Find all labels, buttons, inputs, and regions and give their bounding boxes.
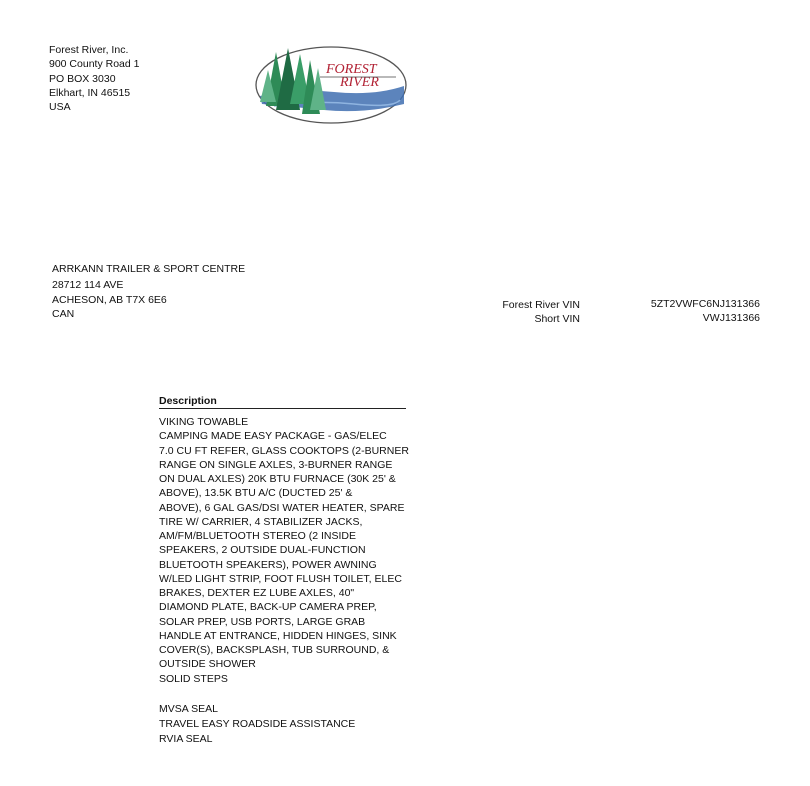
forest-river-logo-graphic	[254, 44, 408, 126]
description-line: SOLAR PREP, USB PORTS, LARGE GRAB	[159, 615, 366, 628]
description-extras	[159, 702, 406, 748]
dealer-name: ARRKANN TRAILER & SPORT CENTRE	[52, 263, 246, 275]
short-vin-value: VWJ131366	[702, 312, 760, 325]
description-section	[159, 394, 409, 748]
sender-country: USA	[49, 101, 71, 114]
description-line: CAMPING MADE EASY PACKAGE - GAS/ELEC	[159, 430, 387, 443]
sender-name: Forest River, Inc.	[49, 44, 129, 56]
description-line: W/LED LIGHT STRIP, FOOT FLUSH TOILET, ELEC	[159, 572, 402, 585]
extra-item: RVIA SEAL	[159, 733, 213, 746]
forest-river-vin-label: Forest River VIN	[502, 299, 580, 311]
sender-po-box: PO BOX 3030	[49, 72, 116, 85]
short-vin-label: Short VIN	[534, 313, 580, 326]
description-line: SPEAKERS, 2 OUTSIDE DUAL-FUNCTION	[159, 544, 366, 557]
extra-item: MVSA SEAL	[159, 702, 218, 715]
description-line: BRAKES, DEXTER EZ LUBE AXLES, 40"	[159, 587, 355, 599]
description-line: ABOVE), 13.5K BTU A/C (DUCTED 25' &	[159, 487, 353, 500]
description-line: ABOVE), 6 GAL GAS/DSI WATER HEATER, SPARE	[159, 501, 405, 514]
description-line: BLUETOOTH SPEAKERS), POWER AWNING	[159, 558, 377, 571]
vin-labels	[480, 298, 580, 327]
dealer-country: CAN	[52, 307, 75, 320]
dealer-address	[52, 262, 245, 321]
logo-word-river: RIVER	[340, 75, 379, 90]
extra-item: TRAVEL EASY ROADSIDE ASSISTANCE	[159, 718, 356, 731]
logo-word-forest: FOREST	[326, 62, 377, 77]
description-body	[159, 415, 409, 686]
description-line: RANGE ON SINGLE AXLES, 3-BURNER RANGE	[159, 458, 393, 471]
description-line: DIAMOND PLATE, BACK-UP CAMERA PREP,	[159, 601, 377, 614]
dealer-city: ACHESON, AB T7X 6E6	[52, 293, 167, 306]
description-line: COVER(S), BACKSPLASH, TUB SURROUND, &	[159, 644, 390, 656]
forest-river-vin-value: 5ZT2VWFC6NJ131366	[650, 298, 760, 310]
description-line: OUTSIDE SHOWER	[159, 658, 256, 671]
description-line: SOLID STEPS	[159, 672, 228, 685]
description-line: VIKING TOWABLE	[159, 416, 249, 428]
sender-city: Elkhart, IN 46515	[49, 86, 131, 99]
description-line: ON DUAL AXLES) 20K BTU FURNACE (30K 25' &	[159, 473, 396, 485]
description-line: TIRE W/ CARRIER, 4 STABILIZER JACKS,	[159, 515, 363, 528]
description-line: AM/FM/BLUETOOTH STEREO (2 INSIDE	[159, 530, 356, 542]
sender-street: 900 County Road 1	[49, 58, 140, 71]
description-header: Description	[159, 394, 406, 409]
sender-address	[49, 43, 139, 114]
description-line: HANDLE AT ENTRANCE, HIDDEN HINGES, SINK	[159, 629, 397, 642]
forest-river-logo	[254, 44, 408, 126]
description-line: 7.0 CU FT REFER, GLASS COOKTOPS (2-BURNER	[159, 444, 409, 457]
dealer-street: 28712 114 AVE	[52, 279, 124, 292]
vin-values	[600, 297, 760, 326]
